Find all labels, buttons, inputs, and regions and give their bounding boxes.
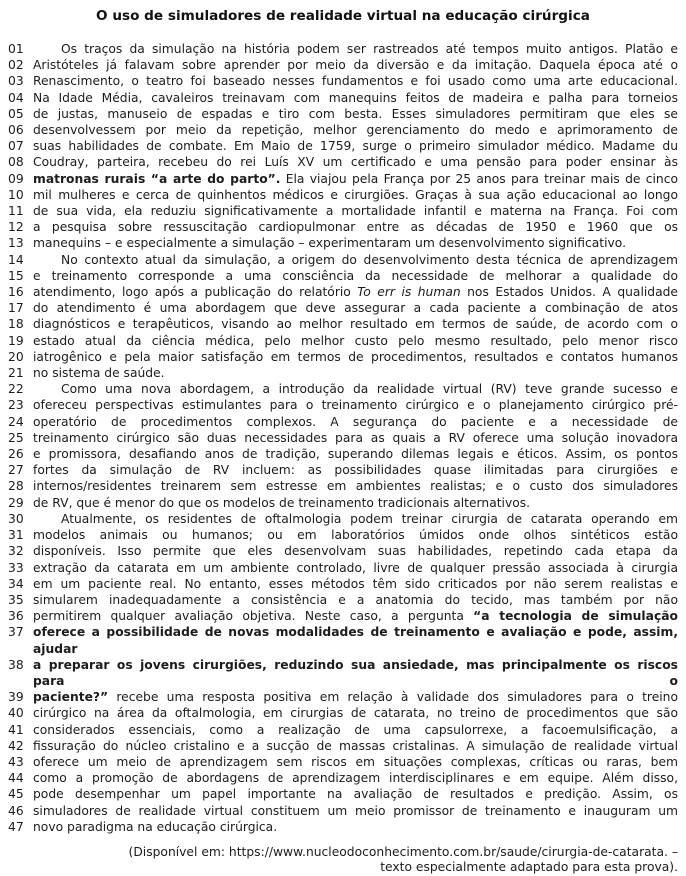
line-text	[33, 803, 678, 819]
text-segment: Como uma nova abordagem, a introdução da realidade virtual (RV) teve grande sucesso e	[61, 382, 678, 397]
line-number: 11	[8, 204, 24, 219]
text-line	[8, 478, 678, 494]
text-segment: modelos animais ou humanos; ou em laboratórios úmidos onde olhos sintéticos estão	[33, 528, 678, 543]
bold-text-segment: a preparar os jovens cirurgiões, reduzindo sua ansiedade, mas principalmente os riscos para o	[33, 657, 678, 688]
text-segment: Ela viajou pela França por 25 anos para treinar mais de cinco	[280, 171, 679, 186]
source-citation-line-2: texto especialmente adaptado para esta prova).	[380, 860, 678, 875]
line-text	[33, 738, 678, 754]
line-number: 10	[8, 187, 24, 202]
text-segment: fortes da simulação de RV incluem: as possibilidades quase ilimitadas para cirurgiões e	[33, 463, 678, 478]
text-segment: permitirem qualquer avaliação objetiva. Neste caso, a pergunta	[33, 609, 474, 624]
line-number: 05	[8, 106, 24, 121]
text-line	[8, 819, 678, 835]
text-segment: Aristóteles já falavam sobre aprender por meio da diversão e da imitação. Daquela época até o	[33, 58, 678, 73]
text-segment: desenvolvessem por meio da repetição, melhor gerenciamento do medo e aprimoramento de	[33, 123, 678, 138]
line-text	[33, 397, 678, 413]
line-text	[33, 138, 678, 154]
bold-text-segment: matronas rurais “a arte do parto”.	[33, 171, 281, 186]
text-line	[8, 171, 678, 187]
text-line	[8, 592, 678, 608]
line-text	[33, 560, 678, 576]
line-text	[33, 235, 678, 251]
bold-text-segment: “a tecnologia de simulação	[473, 609, 678, 624]
text-segment: suas habilidades de combate. Em Maio de 1759, surge o primeiro simulador médico. Madame du	[33, 139, 678, 154]
line-number: 21	[8, 366, 24, 381]
line-text	[33, 770, 678, 786]
text-segment: como a promoção de abordagens de aprendizagem interdisciplinares e em equipe. Além disso,	[33, 771, 678, 786]
line-text	[33, 592, 678, 608]
line-text	[33, 657, 678, 689]
line-number: 36	[8, 609, 24, 624]
text-line	[8, 657, 678, 689]
line-number: 41	[8, 722, 24, 737]
line-text	[33, 689, 678, 705]
text-line	[8, 333, 678, 349]
text-segment: Os traços da simulação na história podem ser rastreados até tempos muito antigos. Platão e	[61, 42, 678, 56]
line-number: 17	[8, 301, 24, 316]
text-segment: e promissora, desafiando anos de tradição, superando dilemas legais e éticos. Assim, os pontos	[33, 447, 678, 462]
text-segment: simuladores de realidade virtual constituem um meio promissor de treinamento e inauguram um	[33, 803, 678, 818]
bold-text-segment: paciente?”	[33, 690, 109, 705]
line-number: 06	[8, 123, 24, 138]
text-body	[8, 41, 678, 835]
line-text	[33, 543, 678, 559]
line-number: 19	[8, 333, 24, 348]
line-text	[33, 57, 678, 73]
line-text	[33, 106, 678, 122]
line-text	[33, 284, 678, 300]
line-text	[33, 786, 678, 802]
line-text	[33, 414, 678, 430]
text-segment: No contexto atual da simulação, a origem do desenvolvimento desta técnica de aprendizagem	[61, 252, 678, 267]
text-line	[8, 300, 678, 316]
line-number: 09	[8, 171, 24, 186]
text-line	[8, 365, 678, 381]
text-line	[8, 495, 678, 511]
text-line	[8, 349, 678, 365]
text-line	[8, 430, 678, 446]
text-segment: mil mulheres e cerca de quinhentos médicos e cirurgiões. Graças à sua ação educacional ao longo	[33, 187, 678, 202]
text-line	[8, 203, 678, 219]
line-text	[33, 446, 678, 462]
source-citation	[8, 845, 678, 876]
text-segment: novo paradigma na educação cirúrgica.	[33, 819, 278, 834]
line-text	[33, 122, 678, 138]
text-segment: ofereceu perspectivas estimulantes para o treinamento cirúrgico e o planejamento cirúrgico pré-	[33, 398, 678, 413]
text-segment: do atendimento é uma abordagem que deve assegurar a cada paciente a combinação de atos	[33, 301, 678, 316]
line-text	[33, 316, 678, 332]
line-number: 46	[8, 803, 24, 818]
text-line	[8, 624, 678, 656]
text-segment: Renascimento, o teatro foi baseado nesses fundamentos e foi usado como uma arte educacional.	[33, 74, 678, 89]
line-number: 01	[8, 42, 24, 56]
line-text	[33, 624, 678, 656]
text-line	[8, 689, 678, 705]
line-text	[33, 365, 678, 381]
text-line	[8, 608, 678, 624]
text-line	[8, 106, 678, 122]
text-line	[8, 73, 678, 89]
line-number: 33	[8, 560, 24, 575]
line-text	[33, 219, 678, 235]
text-segment: Coudray, parteira, recebeu do rei Luís XV um certificado e uma pensão para poder ensinar às	[33, 155, 678, 170]
text-segment: internos/residentes treinarem sem estresse em ambientes realistas; e o custo dos simuladores	[33, 479, 678, 494]
line-text	[33, 73, 678, 89]
line-number: 40	[8, 706, 24, 721]
text-segment: cirúrgico na área da oftalmologia, em cirurgias de catarata, no treino de procedimentos que são	[33, 706, 678, 721]
text-line	[8, 462, 678, 478]
text-line	[8, 527, 678, 543]
line-number: 02	[8, 58, 24, 73]
text-segment: operatório de procedimentos complexos. A segurança do paciente e a necessidade de	[33, 414, 678, 429]
line-number: 47	[8, 819, 24, 834]
text-line	[8, 57, 678, 73]
text-line	[8, 381, 678, 397]
text-segment: de justas, manuseio de espadas e tiro com besta. Esses simuladores permitiram que eles se	[33, 106, 678, 121]
line-text	[33, 154, 678, 170]
line-number: 26	[8, 447, 24, 462]
text-line	[8, 252, 678, 268]
line-text	[33, 203, 678, 219]
text-line	[8, 738, 678, 754]
line-text	[33, 462, 678, 478]
line-number: 13	[8, 236, 24, 251]
text-segment: a pesquisa sobre ressuscitação cardiopulmonar entre as décadas de 1950 e 1960 que os	[33, 220, 678, 235]
text-segment: treinamento cirúrgico são duas necessidades para as quais a RV oferece uma solução inovadora	[33, 430, 678, 445]
text-segment: de RV, que é menor do que os modelos de treinamento tradicionais alternativos.	[33, 495, 531, 510]
line-number: 30	[8, 511, 24, 526]
line-text	[33, 252, 678, 268]
line-text	[33, 527, 678, 543]
line-number: 23	[8, 398, 24, 413]
line-text	[33, 349, 678, 365]
line-text	[33, 333, 678, 349]
line-number: 24	[8, 414, 24, 429]
line-number: 45	[8, 787, 24, 802]
line-number: 42	[8, 738, 24, 753]
text-line	[8, 446, 678, 462]
line-number: 32	[8, 544, 24, 559]
line-number: 20	[8, 349, 24, 364]
line-number: 18	[8, 317, 24, 332]
text-segment: oferece um meio de aprendizagem sem riscos em situações complexas, críticas ou raras, bem	[33, 754, 678, 769]
line-text	[33, 171, 678, 187]
text-line	[8, 754, 678, 770]
text-segment: nos Estados Unidos. A qualidade	[460, 285, 678, 300]
text-line	[8, 397, 678, 413]
text-segment: fissuração do núcleo cristalino e a sucção de massas cristalinas. A simulação de realidade virtual	[33, 738, 678, 753]
line-text	[33, 187, 678, 203]
line-text	[33, 90, 678, 106]
line-text	[33, 478, 678, 494]
line-number: 14	[8, 252, 24, 267]
line-text	[33, 495, 678, 511]
line-number: 29	[8, 495, 24, 510]
text-segment: Atualmente, os residentes de oftalmologia podem treinar cirurgia de catarata operando em	[61, 511, 678, 526]
line-number: 34	[8, 576, 24, 591]
line-number: 44	[8, 771, 24, 786]
source-citation-line-1: (Disponível em: https://www.nucleodoconhecimento.com.br/saude/cirurgia-de-catarata. –	[128, 844, 678, 859]
line-text	[33, 576, 678, 592]
line-text	[33, 381, 678, 397]
line-number: 08	[8, 155, 24, 170]
line-number: 31	[8, 528, 24, 543]
text-segment: de sua vida, ela reduziu significativamente a mortalidade infantil e materna na França. Foi com	[33, 204, 678, 219]
text-segment: simularem inadequadamente a consistência e a anatomia do tecido, mas também por não	[33, 592, 678, 607]
line-number: 38	[8, 657, 24, 672]
text-segment: recebe uma resposta positiva em relação à validade dos simuladores para o treino	[108, 690, 678, 705]
text-segment: diagnósticos e terapêuticos, visando ao melhor resultado em termos de saúde, de acordo com o	[33, 317, 678, 332]
text-segment: manequins – e especialmente a simulação – experimentaram um desenvolvimento significativo.	[33, 236, 626, 251]
line-number: 28	[8, 479, 24, 494]
text-segment: estado atual da ciência médica, pelo melhor custo pelo mesmo resultado, pelo menor risco	[33, 333, 678, 348]
line-number: 07	[8, 139, 24, 154]
line-text	[33, 511, 678, 527]
text-line	[8, 284, 678, 300]
line-text	[33, 608, 678, 624]
text-line	[8, 187, 678, 203]
line-text	[33, 722, 678, 738]
text-line	[8, 722, 678, 738]
text-segment: pode desempenhar um papel importante na avaliação de resultados e predição. Assim, os	[33, 787, 678, 802]
text-line	[8, 414, 678, 430]
line-text	[33, 819, 678, 835]
text-segment: iatrogênico e pela maior satisfação em termos de procedimentos, resultados e contatos humanos	[33, 349, 678, 364]
text-segment: disponíveis. Isso permite que eles desenvolvam suas habilidades, repetindo cada etapa da	[33, 544, 678, 559]
text-segment: no sistema de saúde.	[33, 366, 165, 381]
text-line	[8, 786, 678, 802]
text-line	[8, 138, 678, 154]
line-text	[33, 430, 678, 446]
text-segment: e treinamento corresponde a uma consciência da necessidade de melhorar a qualidade do	[33, 268, 678, 283]
italic-text-segment: To err is human	[357, 285, 461, 300]
text-line	[8, 576, 678, 592]
text-line	[8, 268, 678, 284]
line-number: 25	[8, 430, 24, 445]
text-segment: extração da catarata em um ambiente controlado, livre de qualquer pressão associada à cirurgia	[33, 560, 678, 575]
line-number: 12	[8, 220, 24, 235]
text-segment: Na Idade Média, cavaleiros treinavam com manequins feitos de madeira e palha para torneios	[33, 90, 678, 105]
line-number: 37	[8, 625, 24, 640]
text-line	[8, 543, 678, 559]
text-segment: atendimento, logo após a publicação do relatório	[33, 285, 358, 300]
text-line	[8, 705, 678, 721]
line-text	[33, 300, 678, 316]
line-number: 03	[8, 74, 24, 89]
text-line	[8, 803, 678, 819]
line-text	[33, 754, 678, 770]
document-title: O uso de simuladores de realidade virtual na educação cirúrgica	[96, 8, 590, 24]
text-line	[8, 235, 678, 251]
text-line	[8, 560, 678, 576]
line-number: 22	[8, 382, 24, 397]
line-text	[33, 705, 678, 721]
line-text	[33, 268, 678, 284]
line-number: 27	[8, 463, 24, 478]
line-number: 35	[8, 592, 24, 607]
text-line	[8, 90, 678, 106]
line-number: 39	[8, 690, 24, 705]
bold-text-segment: oferece a possibilidade de novas modalidades de treinamento e avaliação e pode, assim, ajudar	[33, 625, 678, 656]
line-number: 16	[8, 285, 24, 300]
text-line	[8, 770, 678, 786]
line-number: 43	[8, 754, 24, 769]
line-number: 15	[8, 268, 24, 283]
text-segment: em um paciente real. No entanto, esses métodos têm sido criticados por não serem realistas e	[33, 576, 678, 591]
text-line	[8, 219, 678, 235]
text-line	[8, 154, 678, 170]
text-line	[8, 316, 678, 332]
text-segment: considerados essenciais, como a realização de uma capsulorrexe, a facoemulsificação, a	[33, 722, 678, 737]
line-number: 04	[8, 90, 24, 105]
line-text	[33, 41, 678, 57]
text-line	[8, 122, 678, 138]
text-line	[8, 511, 678, 527]
text-line	[8, 41, 678, 57]
